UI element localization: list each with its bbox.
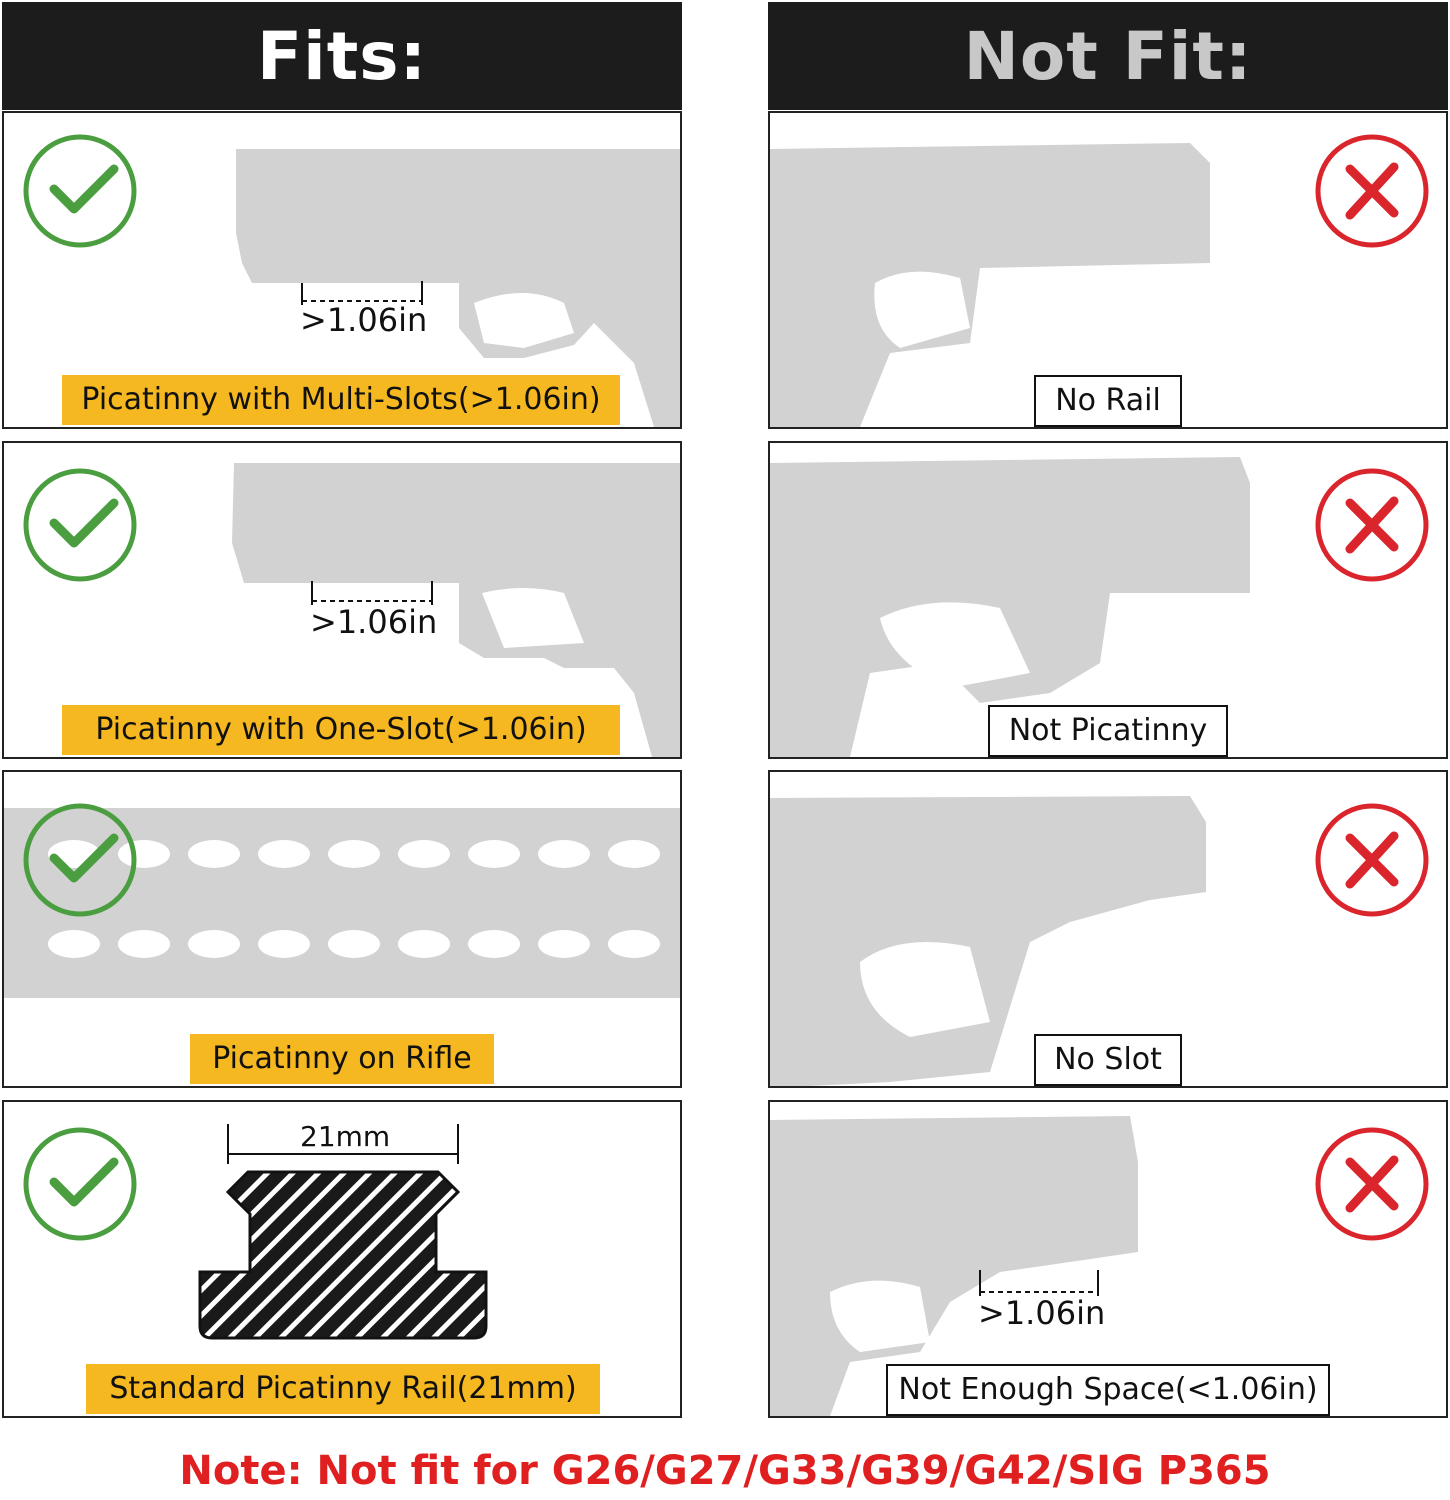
check-icon — [22, 800, 142, 920]
dimension-label: >1.06in — [310, 603, 438, 641]
fits-header: Fits: — [2, 2, 682, 110]
x-icon — [1312, 800, 1432, 920]
notfit-label: No Slot — [1034, 1034, 1182, 1086]
fit-panel-multi-slots — [2, 111, 682, 429]
width-label: 21mm — [300, 1120, 391, 1153]
x-icon — [1312, 465, 1432, 585]
check-icon — [22, 131, 142, 251]
notfit-panel-no-slot — [768, 770, 1448, 1088]
x-icon — [1312, 131, 1432, 251]
x-icon — [1312, 1124, 1432, 1244]
fit-panel-standard-rail — [2, 1100, 682, 1418]
check-icon — [22, 1124, 142, 1244]
fit-label: Picatinny on Rifle — [190, 1034, 494, 1084]
notfit-panel-not-enough-space — [768, 1100, 1448, 1418]
notfit-panel-no-rail — [768, 111, 1448, 429]
compatibility-note: Note: Not fit for G26/G27/G33/G39/G42/SIG P365 — [179, 1448, 1271, 1494]
fit-label: Picatinny with One-Slot(>1.06in) — [62, 705, 620, 755]
fit-label: Standard Picatinny Rail(21mm) — [86, 1364, 600, 1414]
dimension-label: >1.06in — [300, 301, 428, 339]
notfit-label: Not Picatinny — [988, 705, 1228, 757]
notfit-label: No Rail — [1034, 375, 1182, 427]
not-fit-header: Not Fit: — [768, 2, 1448, 110]
fit-panel-one-slot — [2, 441, 682, 759]
notfit-panel-not-picatinny — [768, 441, 1448, 759]
fit-panel-rifle — [2, 770, 682, 1088]
check-icon — [22, 465, 142, 585]
notfit-label: Not Enough Space(<1.06in) — [886, 1364, 1330, 1416]
dimension-label: >1.06in — [978, 1294, 1106, 1332]
fit-label: Picatinny with Multi-Slots(>1.06in) — [62, 375, 620, 425]
